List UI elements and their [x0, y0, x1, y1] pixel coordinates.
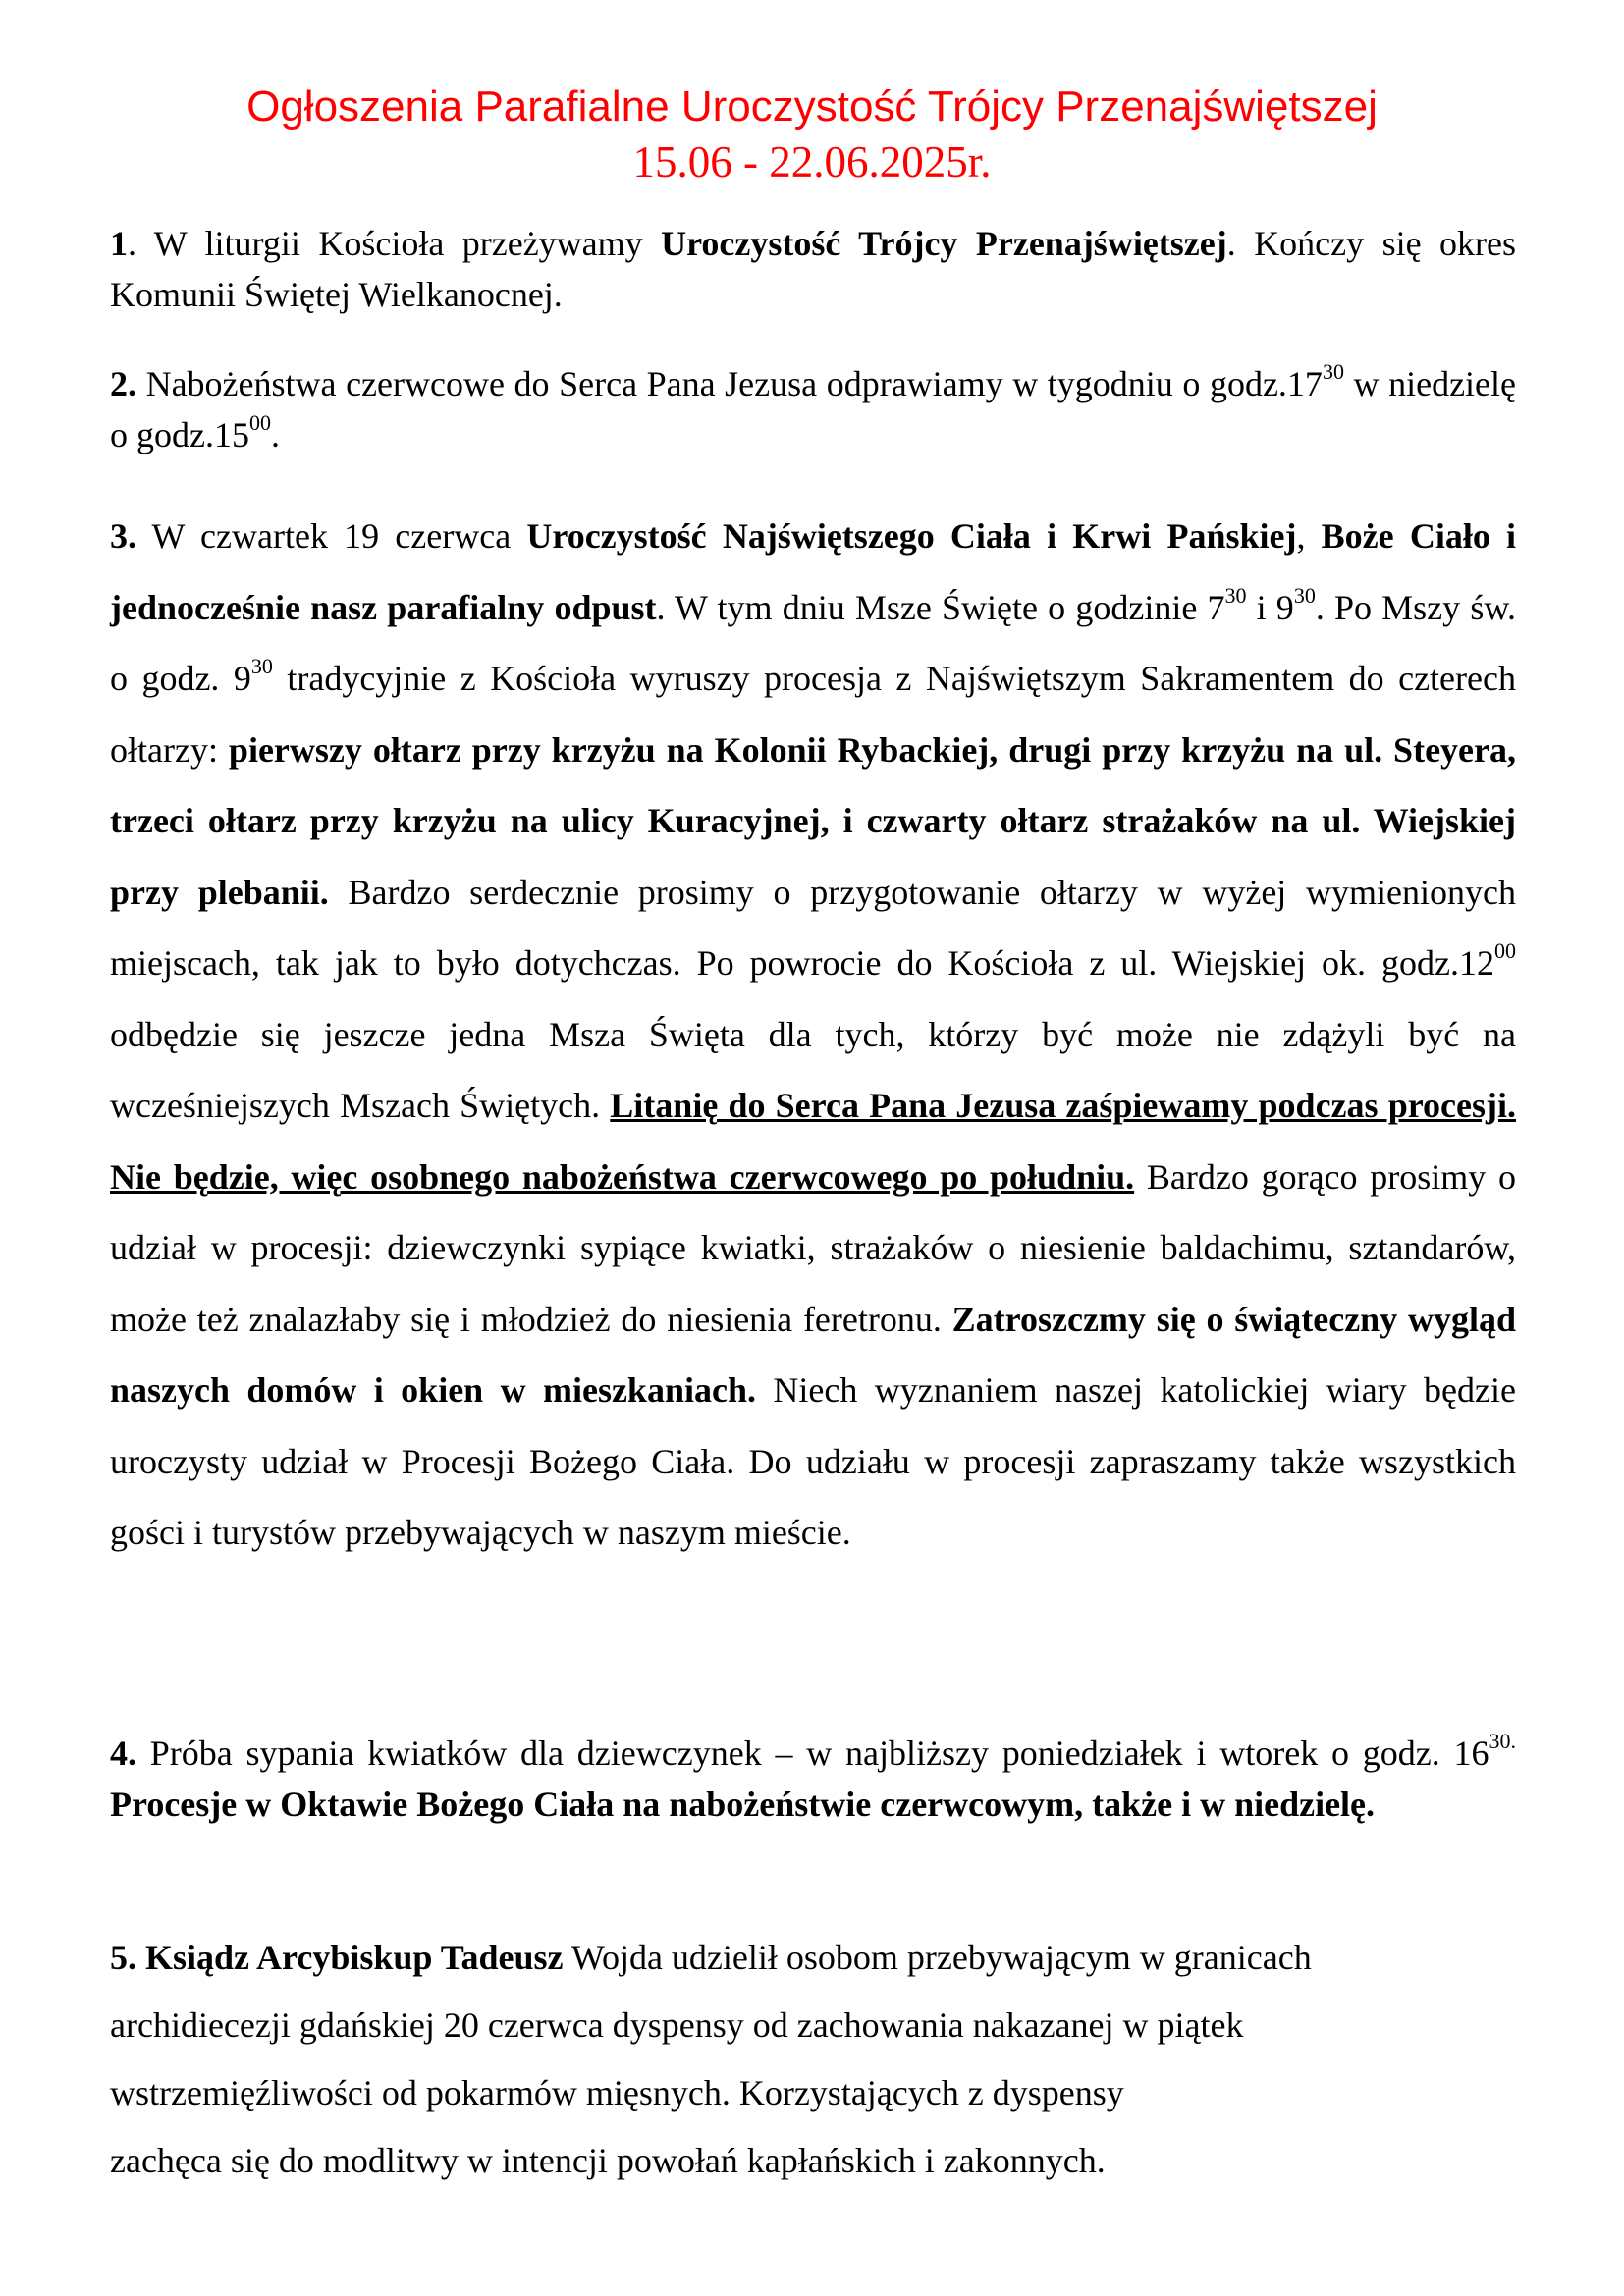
announcement-number: 5. Ksiądz Arcybiskup Tadeusz [110, 1938, 564, 1977]
announcement-2: 2. Nabożeństwa czerwcowe do Serca Pana Jezusa odprawiamy w tygodniu o $godz.17^{30}$ w niedzielę o $godz.15^{00}$. [110, 359, 1517, 454]
announcement-number: 2. [110, 364, 136, 403]
underlined-phrase: Litanię do Serca Pana Jezusa zaśpiewamy podczas procesji. Nie będzie, więc osobnego nabożeństwa czerwcowego po południu. [110, 1086, 1517, 1197]
bold-phrase: Procesje w Oktawie Bożego Ciała na nabożeństwie czerwcowym, także i w niedzielę. [110, 1785, 1376, 1824]
bold-phrase: Uroczystość Trójcy Przenajświętszej [661, 224, 1227, 263]
announcement-5: 5. Ksiądz Arcybiskup Tadeusz Wojda udzielił osobom przebywającym w granicach archidiecezji gdańskiej 20 czerwca dyspensy od zachowania nakazanej w piątek wstrzemięźliwości od pokarmów mięsnych. Korzystających z dyspensy zachęca się do modlitwy w intencji powołań kapłańskich i zakonnych. [110, 1938, 1312, 2180]
announcement-number: 4. [110, 1734, 136, 1773]
announcement-3: 3. W czwartek 19 czerwca Uroczystość Najświętszego Ciała i Krwi Pańskiej, Boże Ciało i jednocześnie nasz parafialny odpust. W tym dniu Msze Święte o godzinie $7^{30}$ i $9^{30}$. Po Mszy św. o godz. $9^{30}$ tradycyjnie z Kościoła wyruszy procesja z Najświętszym Sakramentem do czterech ołtarzy: pierwszy ołtarz przy krzyżu na Kolonii Rybackiej, drugi przy krzyżu na ul. Steyera, trzeci ołtarz przy krzyżu na ulicy Kuracyjnej, i czwarty ołtarz strażaków na ul. Wiejskiej przy plebanii. Bardzo serdecznie prosimy o przygotowanie ołtarzy w wyżej wymienionych miejscach, tak jak to było dotychczas. Po powrocie do Kościoła z ul. Wiejskiej ok. $godz.12^{00}$ odbędzie się jeszcze jedna Msza Święta dla tych, którzy być może nie zdążyli być na wcześniejszych Mszach Świętych. Litanię do Serca Pana Jezusa zaśpiewamy podczas procesji. Nie będzie, więc osobnego nabożeństwa czerwcowego po południu. Bardzo gorąco prosimy o udział w procesji: dziewczynki sypiące kwiatki, strażaków o niesienie baldachimu, sztandarów, może też znalazłaby się i młodzież do niesienia feretronu. Zatroszczmy się o świąteczny wygląd naszych domów i okien w mieszkaniach. Niech wyznaniem naszej katolickiej wiary będzie uroczysty udział w Procesji Bożego Ciała. Do udziału w procesji zapraszamy także wszystkich gości i turystów przebywających w naszym mieście. [110, 516, 1517, 1552]
announcement-4: 4. Próba sypania kwiatków dla dziewczynek – w najbliższy poniedziałek i wtorek o godz. $16^{30.}$ Procesje w Oktawie Bożego Ciała na nabożeństwie czerwcowym, także i w niedzielę. [110, 1729, 1516, 1824]
announcement-1: 1. W liturgii Kościoła przeżywamy Uroczystość Trójcy Przenajświętszej. Kończy się okres Komunii Świętej Wielkanocnej. [110, 224, 1516, 314]
bold-phrase: Boże Ciało i jednocześnie nasz parafialny odpust [110, 516, 1517, 627]
page-title: Ogłoszenia Parafialne Uroczystość Trójcy Przenajświętszej [246, 82, 1378, 131]
altars-list: pierwszy ołtarz przy krzyżu na Kolonii Rybackiej, drugi przy krzyżu na ul. Steyera, trzeci ołtarz przy krzyżu na ulicy Kuracyjnej, i czwarty ołtarz strażaków na ul. Wiejskiej przy plebanii. [110, 729, 1517, 912]
announcement-number: 1 [110, 224, 128, 263]
bold-phrase: Uroczystość Najświętszego Ciała i Krwi Pańskiej [526, 516, 1297, 556]
announcement-number: 3. [110, 516, 136, 556]
bold-phrase: Zatroszczmy się o świąteczny wygląd naszych domów i okien w mieszkaniach. [110, 1299, 1517, 1410]
page-date-range: 15.06 - 22.06.2025r. [632, 137, 992, 187]
